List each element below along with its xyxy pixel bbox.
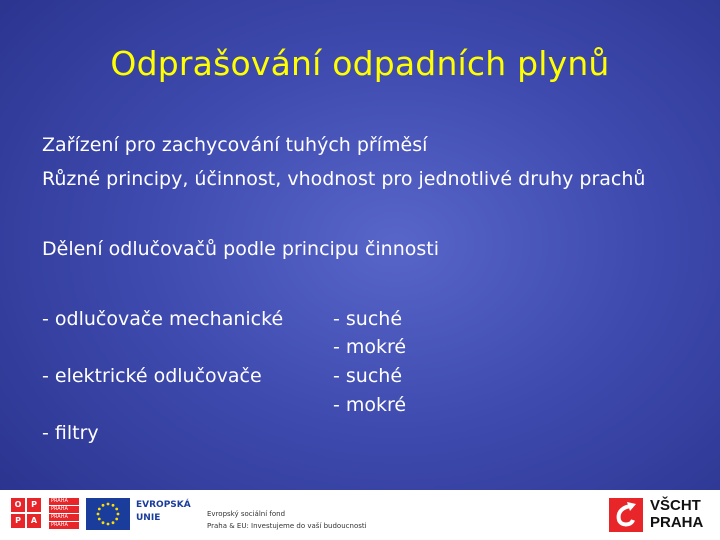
list-item-filters: - filtry <box>42 422 99 444</box>
opp-letter: P <box>27 498 41 512</box>
eu-label <box>136 499 191 525</box>
esf-caption-line: Praha & EU: Investujeme do vaší budoucnosti <box>207 522 367 530</box>
opp-letter: P <box>11 514 25 528</box>
esf-caption-line: Evropský sociální fond <box>207 510 286 518</box>
eu-flag-icon <box>86 498 130 530</box>
footer-logos <box>0 490 720 540</box>
opp-letter: A <box>27 514 41 528</box>
intro-line-2: Různé principy, účinnost, vhodnost pro jednotlivé druhy prachů <box>42 168 646 190</box>
list-item-wet-1: - mokré <box>333 336 407 358</box>
list-item-mechanical: - odlučovače mechanické <box>42 308 284 330</box>
praha-logo <box>49 498 79 530</box>
list-item-electric: - elektrické odlučovače <box>42 365 262 387</box>
praha-row: PRAHA <box>49 506 79 513</box>
list-item-dry-1: - suché <box>333 308 403 330</box>
opp-logo <box>11 498 43 530</box>
list-item-dry-2: - suché <box>333 365 403 387</box>
praha-row: PRAHA <box>49 498 79 505</box>
praha-row: PRAHA <box>49 514 79 521</box>
eu-label-line: UNIE <box>136 513 161 523</box>
section-heading: Dělení odlučovačů podle principu činnosti <box>42 238 440 260</box>
list-item-wet-2: - mokré <box>333 394 407 416</box>
intro-line-1: Zařízení pro zachycování tuhých příměsí <box>42 134 428 156</box>
slide-title: Odprašování odpadních plynů <box>110 44 610 83</box>
praha-row: PRAHA <box>49 522 79 529</box>
vscht-label-line: VŠCHT <box>650 497 701 514</box>
opp-letter: O <box>11 498 25 512</box>
vscht-label <box>650 497 703 531</box>
esf-caption <box>207 508 367 532</box>
vscht-logo-icon <box>609 498 643 532</box>
vscht-label-line: PRAHA <box>650 514 704 531</box>
eu-label-line: EVROPSKÁ <box>136 500 191 510</box>
